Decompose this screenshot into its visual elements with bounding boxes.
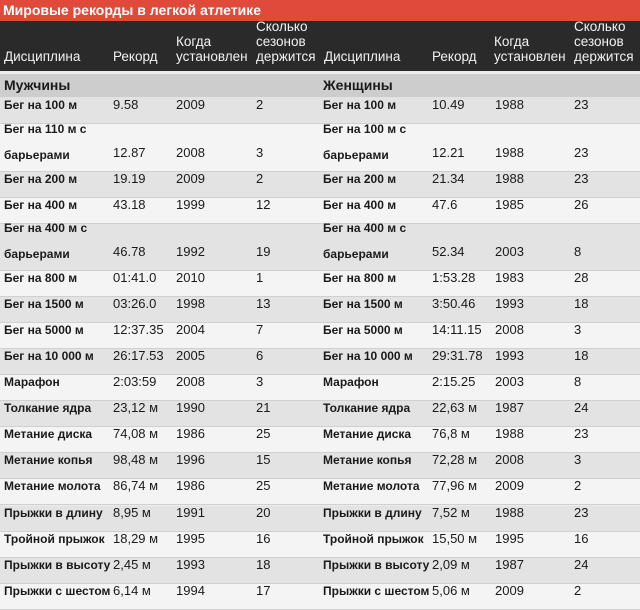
cell-m-rec: 2,45 м xyxy=(113,557,151,572)
cell-m-seasons: 6 xyxy=(256,348,264,363)
cell-m-rec: 19.19 xyxy=(113,171,146,186)
table-row xyxy=(0,427,640,453)
header-record-men: Рекорд xyxy=(113,49,158,64)
cell-m-seasons: 15 xyxy=(256,452,271,467)
cell-w-rec: 3:50.46 xyxy=(432,296,476,311)
cell-m-disc: Бег на 110 м с барьерами xyxy=(4,122,87,162)
cell-w-rec: 2,09 м xyxy=(432,557,470,572)
cell-m-rec: 9.58 xyxy=(113,97,139,112)
cell-w-year: 1985 xyxy=(495,197,524,212)
cell-m-year: 1991 xyxy=(176,505,205,520)
cell-m-disc: Прыжки с шестом xyxy=(4,584,111,598)
cell-m-rec: 12:37.35 xyxy=(113,322,164,337)
header-when-women: Когда установлен xyxy=(494,34,566,64)
cell-w-disc: Прыжки с шестом xyxy=(323,584,430,598)
cell-w-seasons: 23 xyxy=(574,426,589,441)
cell-w-year: 1988 xyxy=(495,97,524,112)
cell-w-disc: Метание копья xyxy=(323,453,412,467)
cell-m-rec: 98,48 м xyxy=(113,452,159,467)
cell-m-seasons: 21 xyxy=(256,400,271,415)
cell-m-rec: 74,08 м xyxy=(113,426,159,441)
cell-w-disc: Бег на 400 м xyxy=(323,198,397,212)
table-row xyxy=(0,375,640,401)
cell-w-disc: Бег на 800 м xyxy=(323,271,397,285)
cell-m-year: 2008 xyxy=(176,374,205,389)
cell-w-disc: Тройной прыжок xyxy=(323,532,424,546)
cell-m-seasons: 12 xyxy=(256,197,271,212)
cell-m-seasons: 3 xyxy=(256,374,264,389)
cell-w-year: 2009 xyxy=(495,478,524,493)
cell-m-seasons: 17 xyxy=(256,583,271,598)
cell-m-rec: 26:17.53 xyxy=(113,348,164,363)
cell-w-seasons: 3 xyxy=(574,322,582,337)
cell-w-seasons: 24 xyxy=(574,557,589,572)
cell-m-rec: 43.18 xyxy=(113,197,146,212)
table-row xyxy=(0,349,640,375)
cell-m-disc: Бег на 100 м xyxy=(4,98,78,112)
cell-m-year: 1992 xyxy=(176,244,205,259)
cell-m-seasons: 13 xyxy=(256,296,271,311)
table-row xyxy=(0,401,640,427)
cell-w-year: 2003 xyxy=(495,244,524,259)
cell-m-rec: 12.87 xyxy=(113,145,146,160)
cell-m-disc: Толкание ядра xyxy=(4,401,92,415)
cell-m-year: 2008 xyxy=(176,145,205,160)
cell-m-year: 1986 xyxy=(176,478,205,493)
cell-w-disc: Бег на 5000 м xyxy=(323,323,403,337)
cell-m-year: 2005 xyxy=(176,348,205,363)
cell-m-year: 2009 xyxy=(176,97,205,112)
cell-m-year: 1996 xyxy=(176,452,205,467)
cell-w-seasons: 2 xyxy=(574,583,582,598)
cell-w-year: 1995 xyxy=(495,531,524,546)
cell-w-year: 1988 xyxy=(495,171,524,186)
table-row xyxy=(0,172,640,198)
cell-w-rec: 52.34 xyxy=(432,244,465,259)
cell-m-rec: 86,74 м xyxy=(113,478,159,493)
cell-w-seasons: 18 xyxy=(574,348,589,363)
cell-w-seasons: 26 xyxy=(574,197,589,212)
cell-m-disc: Тройной прыжок xyxy=(4,532,105,546)
cell-m-seasons: 7 xyxy=(256,322,264,337)
cell-m-disc: Прыжки в длину xyxy=(4,506,103,520)
cell-w-disc: Бег на 100 м с барьерами xyxy=(323,122,407,162)
cell-m-year: 1986 xyxy=(176,426,205,441)
cell-w-rec: 47.6 xyxy=(432,197,458,212)
header-seasons-women: Сколько сезонов держится xyxy=(574,19,634,64)
cell-w-year: 1987 xyxy=(495,557,524,572)
cell-w-disc: Прыжки в длину xyxy=(323,506,422,520)
cell-m-rec: 6,14 м xyxy=(113,583,151,598)
cell-w-disc: Метание диска xyxy=(323,427,412,441)
cell-w-seasons: 8 xyxy=(574,374,582,389)
section-header-row xyxy=(0,74,640,97)
cell-w-seasons: 16 xyxy=(574,531,589,546)
cell-m-year: 1995 xyxy=(176,531,205,546)
cell-w-rec: 7,52 м xyxy=(432,505,470,520)
header-discipline-women: Дисциплина xyxy=(324,49,401,64)
cell-m-seasons: 25 xyxy=(256,426,271,441)
table-row xyxy=(0,124,640,172)
cell-m-year: 2010 xyxy=(176,270,205,285)
cell-w-rec: 10.49 xyxy=(432,97,465,112)
header-when-men: Когда установлен xyxy=(176,34,248,64)
cell-w-year: 1983 xyxy=(495,270,524,285)
cell-w-rec: 14:11.15 xyxy=(432,322,482,337)
cell-w-rec: 22,63 м xyxy=(432,400,478,415)
cell-m-disc: Марафон xyxy=(4,375,60,389)
cell-m-year: 1993 xyxy=(176,557,205,572)
cell-m-seasons: 25 xyxy=(256,478,271,493)
cell-m-rec: 8,95 м xyxy=(113,505,151,520)
cell-w-year: 2008 xyxy=(495,322,524,337)
cell-m-disc: Бег на 5000 м xyxy=(4,323,84,337)
cell-m-disc: Бег на 400 м с барьерами xyxy=(4,221,88,261)
header-discipline-men: Дисциплина xyxy=(4,49,81,64)
cell-w-rec: 12.21 xyxy=(432,145,465,160)
cell-w-seasons: 23 xyxy=(574,145,589,160)
cell-m-disc: Метание диска xyxy=(4,427,93,441)
cell-w-rec: 29:31.78 xyxy=(432,348,483,363)
cell-w-year: 1988 xyxy=(495,426,524,441)
cell-w-seasons: 23 xyxy=(574,97,589,112)
cell-m-seasons: 2 xyxy=(256,171,264,186)
cell-w-seasons: 23 xyxy=(574,505,589,520)
cell-w-rec: 2:15.25 xyxy=(432,374,476,389)
table-row xyxy=(0,297,640,323)
section-men-label: Мужчины xyxy=(4,77,71,93)
cell-m-seasons: 2 xyxy=(256,97,264,112)
cell-w-year: 1993 xyxy=(495,296,524,311)
cell-w-seasons: 2 xyxy=(574,478,582,493)
cell-w-disc: Бег на 400 м с барьерами xyxy=(323,221,407,261)
cell-m-seasons: 20 xyxy=(256,505,271,520)
cell-m-disc: Бег на 10 000 м xyxy=(4,349,94,363)
cell-m-disc: Прыжки в высоту xyxy=(4,558,111,572)
cell-w-disc: Бег на 10 000 м xyxy=(323,349,413,363)
cell-m-year: 2009 xyxy=(176,171,205,186)
cell-w-year: 2009 xyxy=(495,583,524,598)
cell-w-rec: 72,28 м xyxy=(432,452,478,467)
cell-w-disc: Метание молота xyxy=(323,479,420,493)
header-seasons-men: Сколько сезонов держится xyxy=(256,19,316,64)
cell-w-seasons: 28 xyxy=(574,270,589,285)
cell-m-disc: Бег на 200 м xyxy=(4,172,78,186)
cell-w-seasons: 18 xyxy=(574,296,589,311)
cell-w-rec: 5,06 м xyxy=(432,583,470,598)
cell-m-seasons: 16 xyxy=(256,531,271,546)
cell-m-disc: Бег на 400 м xyxy=(4,198,78,212)
cell-w-seasons: 24 xyxy=(574,400,589,415)
cell-w-rec: 1:53.28 xyxy=(432,270,476,285)
cell-m-year: 1994 xyxy=(176,583,205,598)
cell-w-disc: Бег на 200 м xyxy=(323,172,397,186)
cell-m-disc: Метание копья xyxy=(4,453,93,467)
header-record-women: Рекорд xyxy=(432,49,477,64)
cell-m-disc: Метание молота xyxy=(4,479,101,493)
cell-m-seasons: 3 xyxy=(256,145,264,160)
cell-w-rec: 15,50 м xyxy=(432,531,478,546)
cell-w-disc: Толкание ядра xyxy=(323,401,411,415)
cell-m-rec: 18,29 м xyxy=(113,531,159,546)
cell-w-seasons: 3 xyxy=(574,452,582,467)
cell-w-disc: Бег на 1500 м xyxy=(323,297,403,311)
table-row xyxy=(0,323,640,349)
cell-m-seasons: 18 xyxy=(256,557,271,572)
cell-w-year: 2008 xyxy=(495,452,524,467)
cell-m-rec: 01:41.0 xyxy=(113,270,157,285)
table-header xyxy=(0,21,640,71)
cell-w-rec: 21.34 xyxy=(432,171,465,186)
cell-w-disc: Прыжки в высоту xyxy=(323,558,430,572)
cell-w-year: 1993 xyxy=(495,348,524,363)
cell-w-year: 1987 xyxy=(495,400,524,415)
cell-w-rec: 76,8 м xyxy=(432,426,470,441)
cell-m-disc: Бег на 800 м xyxy=(4,271,78,285)
cell-w-year: 2003 xyxy=(495,374,524,389)
cell-w-disc: Бег на 100 м xyxy=(323,98,397,112)
cell-m-rec: 23,12 м xyxy=(113,400,159,415)
cell-m-year: 1999 xyxy=(176,197,205,212)
table-row xyxy=(0,271,640,297)
table-row xyxy=(0,221,640,271)
cell-w-year: 1988 xyxy=(495,505,524,520)
cell-m-year: 1998 xyxy=(176,296,205,311)
cell-m-rec: 46.78 xyxy=(113,244,146,259)
table-row xyxy=(0,584,640,610)
table-title: Мировые рекорды в легкой атлетике xyxy=(0,0,640,21)
cell-w-seasons: 23 xyxy=(574,171,589,186)
cell-w-disc: Марафон xyxy=(323,375,379,389)
cell-m-rec: 2:03:59 xyxy=(113,374,157,389)
cell-m-seasons: 1 xyxy=(256,270,264,285)
cell-w-year: 1988 xyxy=(495,145,524,160)
cell-m-seasons: 19 xyxy=(256,244,271,259)
cell-w-rec: 77,96 м xyxy=(432,478,478,493)
cell-m-year: 1990 xyxy=(176,400,205,415)
section-women-label: Женщины xyxy=(323,77,393,93)
cell-m-year: 2004 xyxy=(176,322,205,337)
cell-m-disc: Бег на 1500 м xyxy=(4,297,84,311)
cell-m-rec: 03:26.0 xyxy=(113,296,157,311)
cell-w-seasons: 8 xyxy=(574,244,582,259)
